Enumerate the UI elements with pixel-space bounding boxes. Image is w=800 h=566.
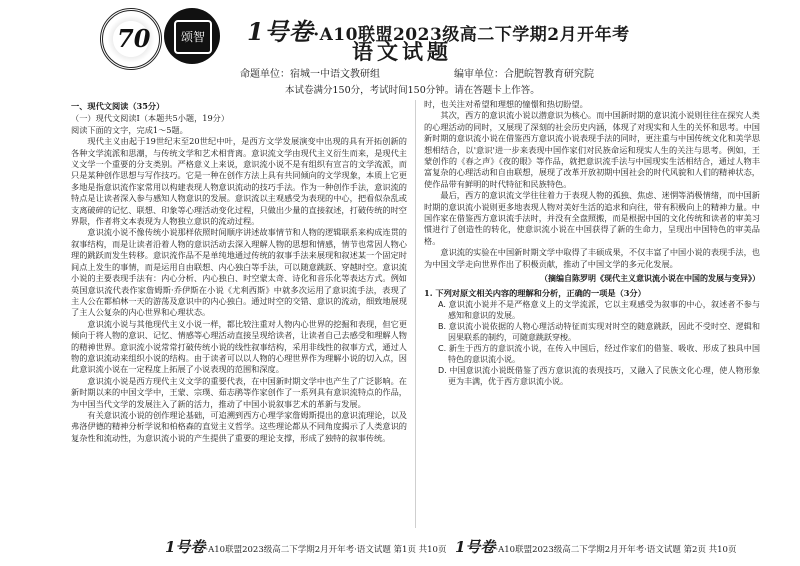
option-b: B. 意识流小说依据的人物心理活动特征而实现对时空的随意跳跃，因此不受时空、逻辑和因果联系的制约，可随意跳跃穿梭。 <box>438 321 760 342</box>
passage-paragraph: 其次，西方的意识流小说以潜意识为核心。而中国新时期的意识流小说则往往在探究人类的心理活动的同时，又展现了深刻的社会历史内涵，体现了对现实和人生的关怀和思考。中国新时期的意识流小说在借鉴西方意识流小说表现手法的同时，更注重与中国传统文化和美学思想相结合，以'意识'进一步来表现中国作家们对民族命运和现实人生的关注与思考。例如，王蒙创作的《春之声》《夜的眼》等作品，就把意识流手法与中国现实生活相结合，通过人物丰富复杂的心理活动和自由联想，展现了改革开放初期中国社会的时代风貌和人们的精神状态，使作品带有鲜明的时代特征和民族特色。 <box>424 110 760 189</box>
edit-unit: 编审单位：合肥皖智教育研究院 <box>454 69 594 80</box>
footer-brand: 1号卷 <box>165 538 206 556</box>
publisher-logo-glyph: 颂智 <box>174 20 212 54</box>
column-divider <box>415 100 416 528</box>
footer-text: ·A10联盟2023级高二下学期2月开年考·语文试题 第2页 共10页 <box>495 545 737 555</box>
footer-brand: 1号卷 <box>455 538 496 556</box>
right-column <box>424 99 760 387</box>
subject-title: 语文试题 <box>352 39 452 64</box>
brand-mark: 1号卷 <box>247 17 314 46</box>
passage-paragraph: 意识流小说不像传统小说那样依照时间顺序讲述故事情节和人物的逻辑联系来构成连贯的叙事结构，而是让读者沿着人物的意识活动去深入理解人物的思想和情感，情节也常因人物心理的跳跃而发生转移。意识流作品不是单纯地通过传统的叙事手法来展现和叙述某一个固定时间点上发生的事情，而是运用自由联想、内心独白等手法，可以随意跳跃、穿越时空。意识流小说的主要表现手法有：内心分析、内心独白、时空蒙太奇、诗化和音乐化等表达方式。例如英国意识流代表作家詹姆斯·乔伊斯在小说《尤利西斯》中就多次运用了意识流手法，表现了主人公在都柏林一天的游荡及意识中的内心独白。通过时空的交错、意识的流动，细致地展现了主人公复杂的内心世界和心理状态。 <box>71 227 407 318</box>
school-emblem-logo <box>100 8 162 70</box>
emblem-70-glyph: 70 <box>117 24 151 53</box>
footer-text: ·A10联盟2023级高二下学期2月开年考·语文试题 第1页 共10页 <box>205 545 447 555</box>
unit-line <box>240 65 668 80</box>
exam-notice: 本试卷满分150分，考试时间150分钟。请在答题卡上作答。 <box>285 85 540 96</box>
passage-paragraph: 现代主义由起于19世纪末至20世纪中叶，是西方文学发展演变中出现的具有开拓创新的各种文学流派和思潮，与传统文学和艺术相背离。意识流文学由现代主义衍生而来，是现代主义文学一个重要的分支类别。严格意义上来说，意识流小说不是有组织有宣言的文学流派，而只是某种创作思想与写作技巧。它是一种在创作方法上具有共同倾向的文学现象，本质上它更多地是指意识流作家常用以构建表现人物意识流动的技巧手法。作为一种创作手法，意识流的特点是让读者深入参与感知人物意识的发展。意识流以主观感受为表现的中心，把看似杂乱或支离破碎的记忆、联想、印象等心理活动变化过程，只做出少量的直接叙述，打破传统的时空界限，作者将文本表现为人物独立意识的流动过程。 <box>71 136 407 227</box>
reading-instruction: 阅读下面的文字，完成1～5题。 <box>71 124 188 135</box>
publisher-logo <box>164 8 220 64</box>
footer-page-2 <box>455 536 736 557</box>
option-c: C. 新生于西方的意识流小说，在传入中国后，经过作家们的借鉴、吸收、形成了独具中国特色的意识流小说。 <box>438 343 760 364</box>
section-heading: 一、现代文阅读（35分） <box>71 101 165 111</box>
option-a: A. 意识流小说并不是严格意义上的文学流派，它以主观感受为叙事的中心，叙述者不参与感知和意识的发展。 <box>438 299 760 320</box>
passage-paragraph: 意识流小说与其他现代主义小说一样，都比较注重对人物内心世界的挖掘和表现，但它更倾向于将人物的意识、记忆、情感等心理活动直接呈现给读者，让读者自己去感受和理解人物的精神世界。意识流小说常常打破传统小说的线性叙事结构，采用非线性的叙事方式，通过人物的意识流动来组织小说的结构。由于读者可以以人物的心理世界作为理解小说的切入点，因此意识流小说在一定程度上拓展了小说表现的范围和深度。 <box>71 318 407 375</box>
exam-title-text: ·A10联盟2023级高二下学期2月开年考 <box>313 25 630 45</box>
subsection-heading: （一）现代文阅读Ⅰ（本题共5小题，19分） <box>71 113 230 124</box>
passage-paragraph: 意识流的实验在中国新时期文学中取得了丰硕成果，不仅丰富了中国小说的表现手法，也为中国文学走向世界作出了积极贡献，推动了中国文学的多元化发展。 <box>424 247 760 269</box>
option-d: D. 中国意识流小说既借鉴了西方意识流的表现技巧，又融入了民族文化心理，使人物形象更为丰满，优于西方意识流小说。 <box>438 365 760 386</box>
passage-paragraph: 时，也关注对希望和理想的憧憬和热切盼望。 <box>424 99 588 109</box>
passage-paragraph: 意识流小说是西方现代主义文学的重要代表，在中国新时期文学中也产生了广泛影响。在新时期以来的中国文学中，王蒙、宗璞、茹志鹃等作家创作了一系列具有意识流特点的作品，为中国当代文学的发展注入了新的活力，推动了中国小说叙事艺术的革新与发展。 <box>71 375 407 409</box>
left-column <box>71 99 407 444</box>
passage-paragraph: 最后，西方的意识流文学往往着力于表现人物的孤独、焦虑、迷惘等消极情绪，而中国新时期的意识流小说则更多地表现人物对美好生活的追求和向往，带有积极向上的精神力量。中国作家在借鉴西方意识流手法时，并没有全盘照搬，而是根据中国的文化传统和读者的审美习惯进行了创造性的转化，使意识流小说在中国获得了新的生命力，呈现出中国特色的审美品格。 <box>424 190 760 246</box>
footer-page-1 <box>165 536 446 557</box>
propose-unit: 命题单位：宿城一中语文教研组 <box>240 69 380 80</box>
passage-paragraph: 有关意识流小说的创作理论基础，可追溯到西方心理学家詹姆斯提出的意识流理论，以及弗洛伊德的精神分析学说和柏格森的直觉主义哲学。这些理论都从不同角度揭示了人类意识的复杂性和流动性，为意识流小说的产生提供了重要的理论支撑，形成了独特的叙事传统。 <box>71 409 407 443</box>
passage-source: （摘编自陈罗明《现代主义意识流小说在中国的发展与变异》） <box>540 273 760 284</box>
question-1: 1. 下列对原文相关内容的理解和分析，正确的一项是（3分） <box>424 287 646 298</box>
